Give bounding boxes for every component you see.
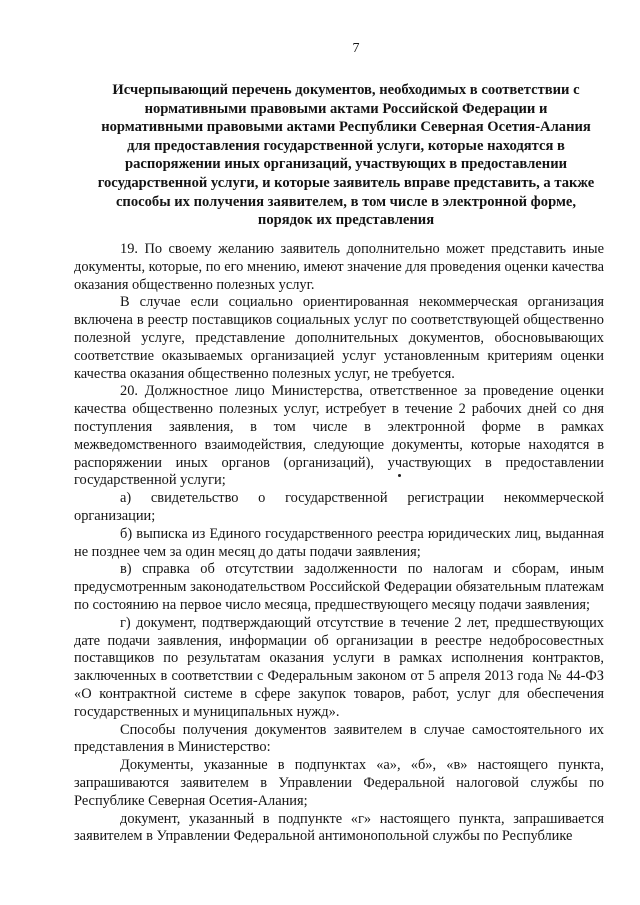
scan-speck (398, 474, 401, 477)
heading-line: Исчерпывающий перечень документов, необходимых в соответствии с (112, 82, 580, 98)
list-item-a: а) свидетельство о государственной регистрации некоммерческой организации; (74, 490, 604, 524)
document-body (74, 241, 604, 846)
heading-line: порядок их представления (257, 212, 435, 229)
heading-line: государственной услуги, и которые заявитель вправе представить, а также (97, 174, 595, 191)
paragraph-20: 20. Должностное лицо Министерства, ответственное за проведение оценки качества общественно полезных услуг, истребует в течение 2 рабочих дней со дня поступления заявления, в том числе в электронной форме в рамках межведомственного взаимодействия, следующие документы, которые находятся в распоряжении иных органов (организаций), участвующих в предоставлении государственной услуги; (74, 383, 604, 489)
paragraph-antimonopoly-service: документ, указанный в подпункте «г» настоящего пункта, запрашивается заявителем в Управлении Федеральной антимонопольной службы по Республике (74, 810, 604, 845)
list-item-g: г) документ, подтверждающий отсутствие в течение 2 лет, предшествующих дате подачи заявления, информации об организации в реестре недобросовестных поставщиков по результатам оказания услуги в рамках исполнения контрактов, заключенных в соответствии с Федеральным законом от 5 апреля 2013 года № 44-ФЗ «О контрактной системе в сфере закупок товаров, работ, услуг для обеспечения государственных и муниципальных нужд». (74, 614, 604, 720)
paragraph-registry-note: В случае если социально ориентированная некоммерческая организация включена в реестр поставщиков социальных услуг по соответствующей общественно полезной услуге, представление дополнительных документов, обосновывающих соответствие оказываемых организацией услуг установленным критериям оценки качества оказания общественно полезных услуг, не требуется. (74, 294, 604, 382)
list-item-b: б) выписка из Единого государственного реестра юридических лиц, выданная не позднее чем за один месяц до даты подачи заявления; (74, 525, 604, 560)
page-number: 7 (352, 41, 360, 56)
paragraph-tax-service: Документы, указанные в подпунктах «а», «б», «в» настоящего пункта, запрашиваются заявителем в Управлении Федеральной налоговой службы по Республике Северная Осетия-Алания; (74, 757, 604, 809)
heading-line: нормативными правовыми актами Республики Северная Осетия-Алания (101, 119, 591, 136)
paragraph-19: 19. По своему желанию заявитель дополнительно может представить иные документы, которые, по его мнению, имеют значение для проведения оценки качества оказания общественно полезных услуг. (74, 241, 604, 293)
list-item-v: в) справка об отсутствии задолженности по налогам и сборам, иным предусмотренным законодательством Российской Федерации обязательным платежам по состоянию на первое число месяца, предшествующего месяцу подачи заявления; (74, 561, 604, 613)
section-heading (90, 81, 602, 230)
paragraph-methods: Способы получения документов заявителем в случае самостоятельного их представления в Министерство: (74, 721, 604, 756)
heading-line: нормативными правовыми актами Российской Федерации и (144, 100, 548, 117)
heading-line: для предоставления государственной услуги, которые находятся в (127, 137, 565, 154)
heading-line: распоряжении иных организаций, участвующих в предоставлении (124, 156, 568, 173)
heading-line: способы их получения заявителем, в том числе в электронной форме, (115, 193, 577, 210)
